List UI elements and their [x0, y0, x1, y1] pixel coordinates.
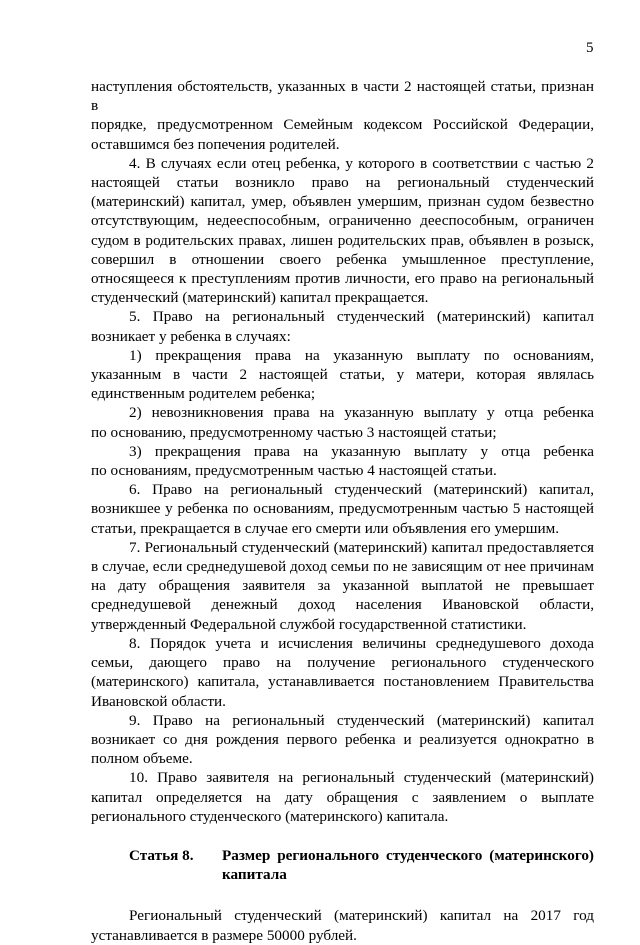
article-heading [91, 846, 594, 884]
text-line: совершил в отношении своего ребенка умышленное преступление, [91, 250, 594, 268]
text-line: капитал определяется на дату обращения с заявлением о выплате [91, 788, 594, 806]
paragraph [91, 346, 594, 404]
text-line: в случае, если среднедушевой доход семьи по не зависящим от нее причинам [91, 558, 594, 576]
text-line: 1) прекращения права на указанную выплату по основаниям, [129, 346, 594, 364]
text-line: относящееся к преступлениям против личности, его право на региональный [91, 270, 594, 288]
text-line: 2) невозникновения права на указанную выплату у отца ребенка [129, 404, 594, 422]
paragraph [91, 442, 594, 480]
text-line: возникшее у ребенка по основаниям, предусмотренным частью 5 настоящей [91, 500, 594, 518]
text-line: 5. Право на региональный студенческий (материнский) капитал [129, 308, 594, 326]
text-line: статьи, прекращается в случае его смерти или объявления его умершим. [91, 519, 560, 537]
paragraph [91, 711, 594, 769]
text-line: по основанию, предусмотренному частью 3 настоящей статьи; [91, 423, 497, 441]
text-line: возникает у ребенка в случаях: [91, 327, 291, 345]
paragraph [91, 480, 594, 538]
paragraph [91, 154, 594, 308]
text-line: судом в родительских правах, лишен родительских прав, объявлен в розыск, [91, 231, 594, 249]
text-line: 7. Региональный студенческий (материнский) капитал предоставляется [129, 538, 594, 556]
text-line: устанавливается в размере 50000 рублей. [91, 926, 357, 944]
article-title-line: Размер регионального студенческого (материнского) [222, 846, 594, 864]
text-line: настоящей статьи возникло право на региональный студенческий [91, 174, 594, 192]
paragraph [91, 906, 594, 944]
text-line: наступления обстоятельств, указанных в части 2 настоящей статьи, признан в [91, 78, 594, 115]
paragraph [91, 403, 594, 441]
document-body [91, 77, 594, 945]
article-title [222, 846, 594, 884]
text-line: Региональный студенческий (материнский) капитал на 2017 год [129, 907, 594, 925]
text-line: на дату обращения заявителя за указанной выплатой не превышает [91, 577, 594, 595]
page-number: 5 [586, 40, 594, 56]
text-line: порядке, предусмотренном Семейным кодексом Российской Федерации, [91, 116, 594, 134]
article-8-paragraph [91, 906, 594, 944]
text-line: 9. Право на региональный студенческий (материнский) капитал [129, 711, 594, 729]
text-line: 3) прекращения права на указанную выплату у отца ребенка [129, 442, 594, 460]
paragraph [91, 768, 594, 826]
paragraph [91, 538, 594, 634]
text-line: 10. Право заявителя на региональный студенческий (материнский) [129, 769, 594, 787]
text-line: возникает со дня рождения первого ребенка и реализуется однократно в [91, 730, 594, 748]
text-line: 6. Право на региональный студенческий (материнский) капитал, [129, 481, 594, 499]
article-7-paragraphs [91, 77, 594, 826]
paragraph [91, 634, 594, 711]
text-line: единственным родителем ребенка; [91, 385, 316, 403]
text-line: 8. Порядок учета и исчисления величины среднедушевого дохода [129, 634, 594, 652]
text-line: указанным в части 2 настоящей статьи, у матери, которая являлась [91, 366, 594, 384]
text-line: по основаниям, предусмотренным частью 4 настоящей статьи. [91, 462, 497, 480]
text-line: (материнский) капитал, умер, объявлен умершим, признан судом безвестно [91, 193, 594, 211]
text-line: оставшимся без попечения родителей. [91, 135, 340, 153]
article-number: Статья 8. [129, 846, 194, 864]
text-line: утвержденный Федеральной службой государственной статистики. [91, 615, 527, 633]
text-line: (материнского) капитала, устанавливается постановлением Правительства [91, 673, 594, 691]
paragraph [91, 307, 594, 345]
paragraph [91, 77, 594, 154]
text-line: регионального студенческого (материнского) капитала. [91, 807, 449, 825]
text-line: студенческий (материнский) капитал прекращается. [91, 289, 429, 307]
text-line: отсутствующим, недееспособным, ограниченно дееспособным, ограничен [91, 212, 594, 230]
text-line: полном объеме. [91, 750, 193, 768]
text-line: Ивановской области. [91, 692, 226, 710]
text-line: среднедушевой денежный доход населения Ивановской области, [91, 596, 594, 614]
text-line: семьи, дающего право на получение регионального студенческого [91, 654, 594, 672]
article-title-line: капитала [222, 866, 287, 884]
text-line: 4. В случаях если отец ребенка, у которого в соответствии с частью 2 [129, 154, 594, 172]
